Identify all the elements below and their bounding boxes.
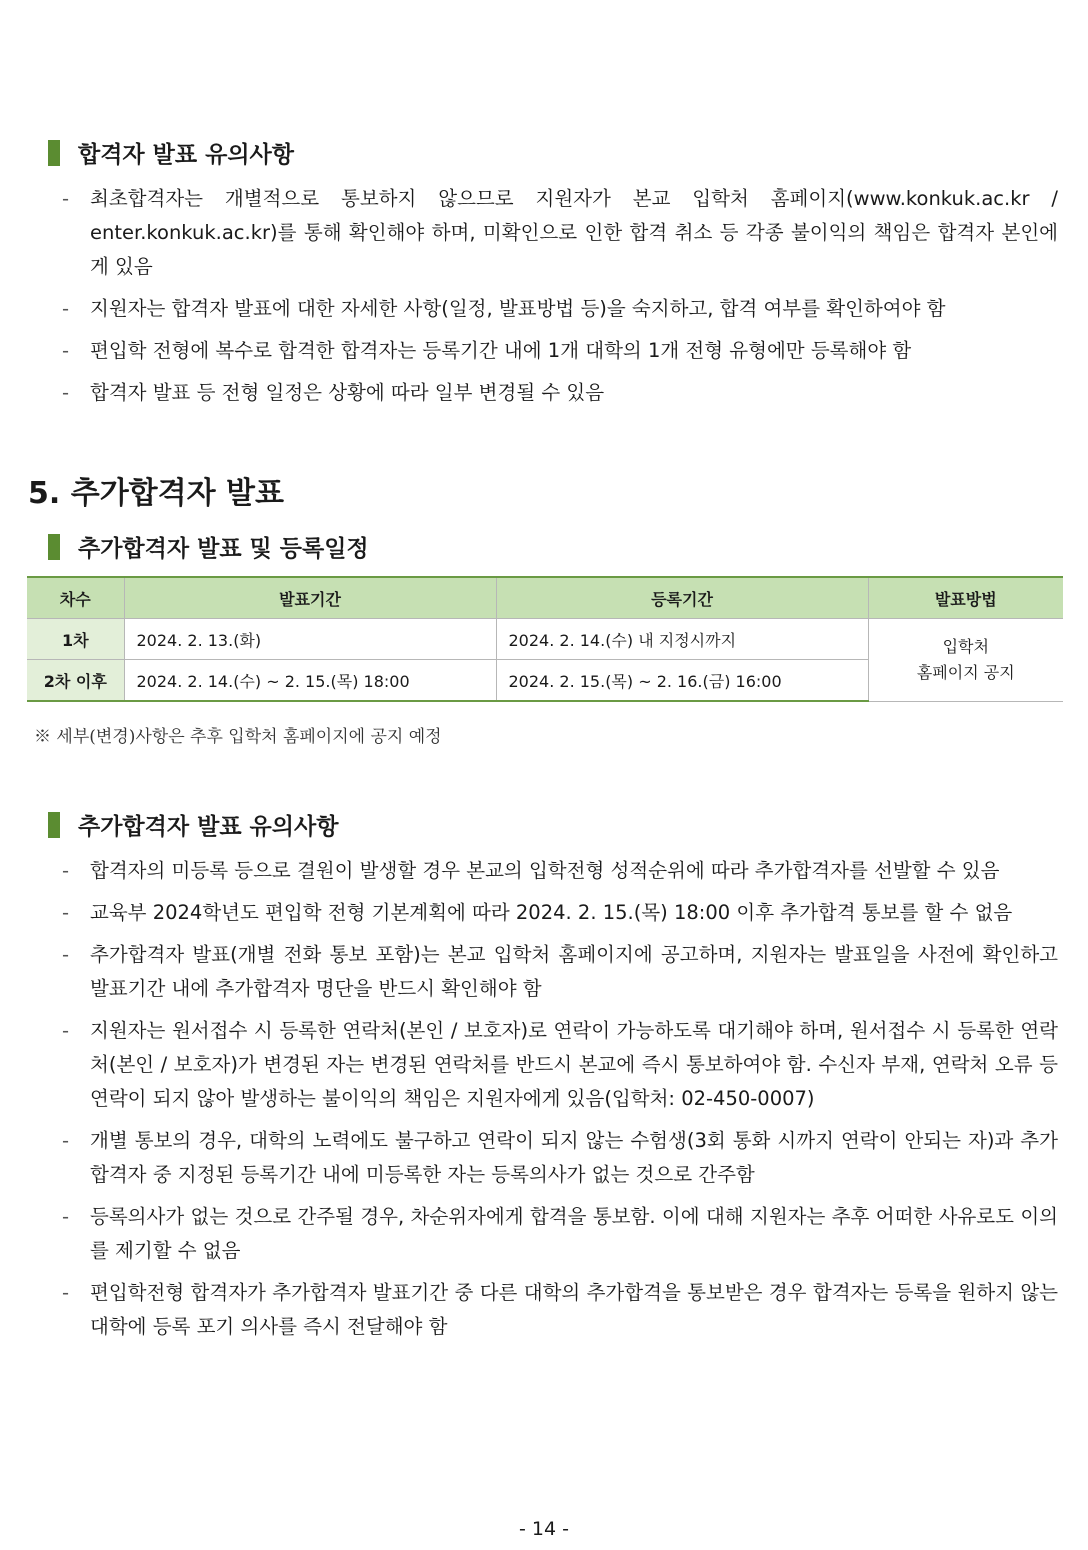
dash-icon: - bbox=[62, 1019, 70, 1042]
heading-bar-icon bbox=[48, 534, 60, 560]
method-line: 입학처 bbox=[942, 636, 989, 656]
method-cell bbox=[868, 619, 1063, 702]
announce-cell: 2024. 2. 14.(수) ~ 2. 15.(목) 18:00 bbox=[124, 660, 496, 702]
dash-icon: - bbox=[62, 943, 70, 966]
list-item: - 등록의사가 없는 것으로 간주될 경우, 차순위자에게 합격을 통보함. 이에 대해 지원자는 추후 어떠한 사유로도 이의를 제기할 수 없음 bbox=[62, 1200, 1058, 1268]
additional-notes-list bbox=[62, 854, 1058, 1352]
header-announce-period: 발표기간 bbox=[124, 577, 496, 619]
dash-icon: - bbox=[62, 187, 70, 210]
dash-icon: - bbox=[62, 1129, 70, 1152]
dash-icon: - bbox=[62, 1205, 70, 1228]
heading-bar-icon bbox=[48, 812, 60, 838]
method-line: 홈페이지 공지 bbox=[916, 662, 1015, 682]
page-number: - 14 - bbox=[519, 1518, 569, 1540]
heading-text: 추가합격자 발표 유의사항 bbox=[78, 814, 339, 840]
list-item: - 편입학전형 합격자가 추가합격자 발표기간 중 다른 대학의 추가합격을 통보받은 경우 합격자는 등록을 원하지 않는 대학에 등록 포기 의사를 즉시 전달해야 함 bbox=[62, 1276, 1058, 1344]
list-item: - 교육부 2024학년도 편입학 전형 기본계획에 따라 2024. 2. 15.(목) 18:00 이후 추가합격 통보를 할 수 없음 bbox=[62, 896, 1058, 930]
table-header-row bbox=[27, 577, 1063, 619]
round-cell: 1차 bbox=[27, 619, 124, 660]
section-heading-schedule bbox=[48, 530, 369, 563]
list-item: - 최초합격자는 개별적으로 통보하지 않으므로 지원자가 본교 입학처 홈페이지(www.konkuk.ac.kr / enter.konkuk.ac.kr)를 통해 확인해야 하며, 미확인으로 인한 합격 취소 등 각종 불이익의 책임은 합격자 본인에게 있음 bbox=[62, 182, 1058, 284]
list-item: - 개별 통보의 경우, 대학의 노력에도 불구하고 연락이 되지 않는 수험생(3회 통화 시까지 연락이 안되는 자)과 추가합격자 중 지정된 등록기간 내에 미등록한 자는 등록의사가 없는 것으로 간주함 bbox=[62, 1124, 1058, 1192]
header-round: 차수 bbox=[27, 577, 124, 619]
dash-icon: - bbox=[62, 381, 70, 404]
register-cell: 2024. 2. 15.(목) ~ 2. 16.(금) 16:00 bbox=[496, 660, 868, 702]
dash-icon: - bbox=[62, 859, 70, 882]
list-item: - 합격자의 미등록 등으로 결원이 발생할 경우 본교의 입학전형 성적순위에 따라 추가합격자를 선발할 수 있음 bbox=[62, 854, 1058, 888]
section-title: 5. 추가합격자 발표 bbox=[28, 476, 285, 511]
list-item: - 지원자는 합격자 발표에 대한 자세한 사항(일정, 발표방법 등)을 숙지하고, 합격 여부를 확인하여야 함 bbox=[62, 292, 1058, 326]
announce-cell: 2024. 2. 13.(화) bbox=[124, 619, 496, 660]
list-item: - 편입학 전형에 복수로 합격한 합격자는 등록기간 내에 1개 대학의 1개 전형 유형에만 등록해야 함 bbox=[62, 334, 1058, 368]
list-item: - 합격자 발표 등 전형 일정은 상황에 따라 일부 변경될 수 있음 bbox=[62, 376, 1058, 410]
table-row bbox=[27, 619, 1063, 660]
list-item: - 추가합격자 발표(개별 전화 통보 포함)는 본교 입학처 홈페이지에 공고하며, 지원자는 발표일을 사전에 확인하고 발표기간 내에 추가합격자 명단을 반드시 확인해야 함 bbox=[62, 938, 1058, 1006]
round-cell: 2차 이후 bbox=[27, 660, 124, 702]
section-heading-additional-notes bbox=[48, 808, 338, 841]
heading-bar-icon bbox=[48, 140, 60, 166]
section-heading-announcement-notes bbox=[48, 136, 294, 169]
register-cell: 2024. 2. 14.(수) 내 지정시까지 bbox=[496, 619, 868, 660]
header-method: 발표방법 bbox=[868, 577, 1063, 619]
dash-icon: - bbox=[62, 339, 70, 362]
dash-icon: - bbox=[62, 1281, 70, 1304]
announcement-notes-list bbox=[62, 182, 1058, 418]
dash-icon: - bbox=[62, 297, 70, 320]
header-register-period: 등록기간 bbox=[496, 577, 868, 619]
heading-text: 합격자 발표 유의사항 bbox=[78, 142, 294, 168]
list-item: - 지원자는 원서접수 시 등록한 연락처(본인 / 보호자)로 연락이 가능하도록 대기해야 하며, 원서접수 시 등록한 연락처(본인 / 보호자)가 변경된 자는 변경된 연락처를 반드시 본교에 즉시 통보하여야 함. 수신자 부재, 연락처 오류 등 연락이 되지 않아 발생하는 불이익의 책임은 지원자에게 있음(입학처: 02-450-0007) bbox=[62, 1014, 1058, 1116]
schedule-table bbox=[27, 576, 1063, 702]
dash-icon: - bbox=[62, 901, 70, 924]
heading-text: 추가합격자 발표 및 등록일정 bbox=[78, 536, 369, 562]
schedule-note: ※ 세부(변경)사항은 추후 입학처 홈페이지에 공지 예정 bbox=[34, 727, 442, 747]
